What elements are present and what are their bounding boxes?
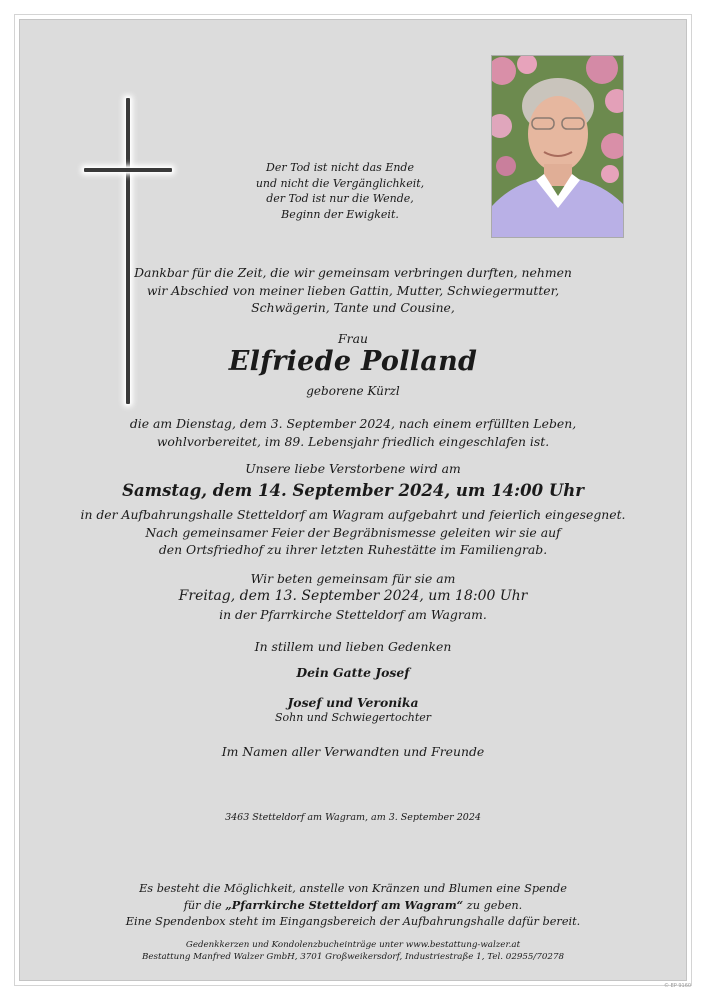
funeral-intro: Unsere liebe Verstorbene wird am — [245, 461, 461, 476]
donation-text: zu geben. — [463, 899, 523, 912]
poem-line: Beginn der Ewigkeit. — [281, 207, 399, 221]
portrait-photo — [491, 55, 624, 238]
footer-line: Bestattung Manfred Walzer GmbH, 3701 Großweikersdorf, Industriestraße 1, Tel. 02955/70278 — [142, 952, 564, 962]
place-date: 3463 Stetteldorf am Wagram, am 3. September 2024 — [225, 812, 481, 823]
birth-name: geborene Kürzl — [306, 384, 400, 398]
funeral-line: Nach gemeinsamer Feier der Begräbnismesse geleiten wir sie auf — [145, 524, 561, 540]
death-line: wohlvorbereitet, im 89. Lebensjahr friedlich eingeschlafen ist. — [156, 433, 550, 449]
mourner-children-relation: Sohn und Schwiegertochter — [274, 711, 432, 724]
intro-line: Dankbar für die Zeit, die wir gemeinsam verbringen durften, nehmen — [134, 265, 572, 280]
death-notice — [0, 415, 706, 450]
mourner-children: Josef und Veronika — [287, 695, 419, 710]
copyright: © EP 9160 — [664, 983, 692, 989]
cross-icon-horizontal — [84, 168, 172, 172]
death-line: die am Dienstag, dem 3. September 2024, nach einem erfüllten Leben, — [129, 416, 577, 431]
salutation: Frau — [338, 331, 368, 346]
footer-line: Gedenkkerzen und Kondolenzbucheinträge unter www.bestattung-walzer.at — [185, 940, 521, 950]
donation-text: für die — [183, 899, 226, 912]
prayer-place: in der Pfarrkirche Stetteldorf am Wagram. — [219, 607, 487, 622]
poem-line: Der Tod ist nicht das Ende — [266, 161, 414, 174]
donation-recipient: „Pfarrkirche Stetteldorf am Wagram“ — [225, 898, 464, 912]
funeral-date: Samstag, dem 14. September 2024, um 14:00 Uhr — [122, 481, 584, 500]
deceased-name: Elfriede Polland — [228, 346, 478, 377]
funeral-line: den Ortsfriedhof zu ihrer letzten Ruhestätte im Familiengrab. — [158, 542, 548, 557]
prayer-intro: Wir beten gemeinsam für sie am — [250, 571, 456, 586]
mourner-husband: Dein Gatte Josef — [296, 665, 410, 680]
intro-text — [0, 264, 706, 317]
mourner-relatives: Im Namen aller Verwandten und Freunde — [221, 744, 485, 759]
memory-line: In stillem und lieben Gedenken — [254, 639, 452, 654]
donation-notice — [0, 881, 706, 930]
donation-line: Es besteht die Möglichkeit, anstelle von Kränzen und Blumen eine Spende — [139, 882, 567, 895]
footer — [0, 939, 706, 963]
intro-line: Schwägerin, Tante und Cousine, — [251, 300, 455, 315]
funeral-details — [0, 506, 706, 559]
prayer-date: Freitag, dem 13. September 2024, um 18:00 Uhr — [178, 588, 528, 604]
poem — [230, 160, 450, 222]
donation-line — [0, 897, 706, 914]
poem-line: der Tod ist nur die Wende, — [266, 192, 414, 205]
funeral-line: in der Aufbahrungshalle Stetteldorf am Wagram aufgebahrt und feierlich eingesegnet. — [80, 507, 626, 522]
intro-line: wir Abschied von meiner lieben Gattin, Mutter, Schwiegermutter, — [146, 282, 560, 298]
donation-line: Eine Spendenbox steht im Eingangsbereich der Aufbahrungshalle dafür bereit. — [125, 915, 581, 928]
poem-line: und nicht die Vergänglichkeit, — [255, 176, 425, 190]
